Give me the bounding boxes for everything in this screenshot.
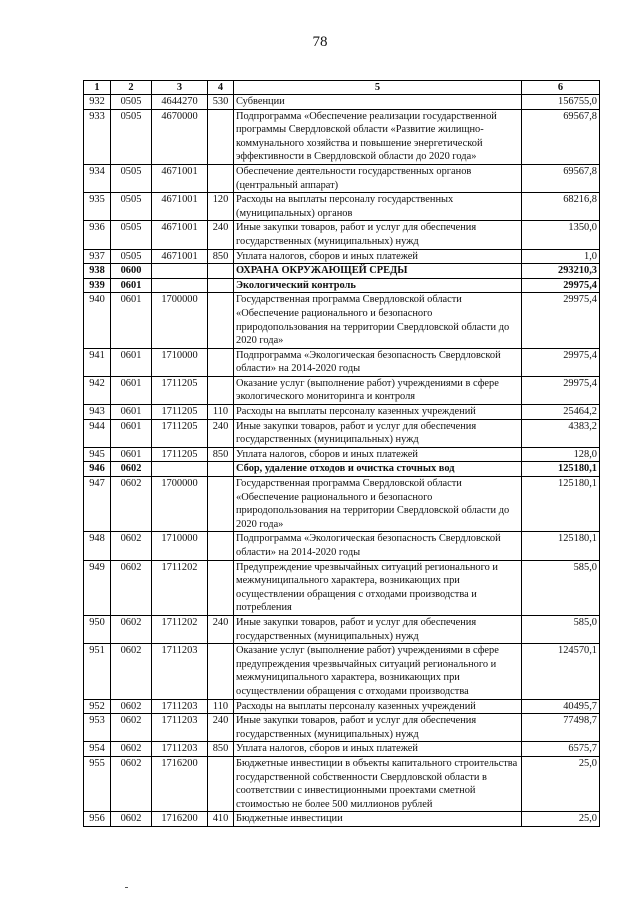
item-name: Уплата налогов, сборов и иных платежей	[234, 742, 522, 757]
target-code: 1711205	[152, 447, 208, 462]
table-row	[84, 376, 600, 404]
amount: 125180,1	[522, 532, 600, 560]
row-number: 950	[84, 615, 111, 643]
target-code	[152, 462, 208, 477]
amount: 6575,7	[522, 742, 600, 757]
target-code: 4671001	[152, 249, 208, 264]
header-col-5: 5	[234, 81, 522, 95]
row-number: 955	[84, 756, 111, 811]
item-name: Иные закупки товаров, работ и услуг для обеспечения государственных (муниципальных) нужд	[234, 714, 522, 742]
item-name: Подпрограмма «Обеспечение реализации государственной программы Свердловской области «Развитие жилищно-коммунального хозяйства и повышение энергетической эффективности в Свердловской области до 2020 года»	[234, 109, 522, 164]
row-number: 935	[84, 193, 111, 221]
table-row	[84, 812, 600, 827]
section-code: 0602	[111, 699, 152, 714]
item-name: Экологический контроль	[234, 278, 522, 293]
section-code: 0602	[111, 644, 152, 699]
row-number: 945	[84, 447, 111, 462]
target-code: 1716200	[152, 756, 208, 811]
amount: 293210,3	[522, 264, 600, 279]
target-code: 1711203	[152, 644, 208, 699]
item-name: Субвенции	[234, 95, 522, 110]
row-number: 942	[84, 376, 111, 404]
row-number: 938	[84, 264, 111, 279]
row-number: 944	[84, 419, 111, 447]
expense-type: 240	[208, 419, 234, 447]
table-row	[84, 560, 600, 615]
amount: 1,0	[522, 249, 600, 264]
table-row	[84, 405, 600, 420]
target-code: 4671001	[152, 221, 208, 249]
target-code: 1700000	[152, 293, 208, 348]
expense-type	[208, 532, 234, 560]
item-name: Расходы на выплаты персоналу казенных учреждений	[234, 405, 522, 420]
table-row	[84, 714, 600, 742]
amount: 128,0	[522, 447, 600, 462]
section-code: 0602	[111, 742, 152, 757]
header-col-3: 3	[152, 81, 208, 95]
table-row	[84, 193, 600, 221]
expense-type	[208, 462, 234, 477]
expense-type	[208, 264, 234, 279]
header-col-4: 4	[208, 81, 234, 95]
amount: 29975,4	[522, 376, 600, 404]
target-code: 1711205	[152, 376, 208, 404]
row-number: 953	[84, 714, 111, 742]
row-number: 948	[84, 532, 111, 560]
target-code: 1700000	[152, 477, 208, 532]
item-name: Оказание услуг (выполнение работ) учреждениями в сфере экологического мониторинга и контроля	[234, 376, 522, 404]
row-number: 946	[84, 462, 111, 477]
item-name: Уплата налогов, сборов и иных платежей	[234, 447, 522, 462]
row-number: 943	[84, 405, 111, 420]
item-name: Государственная программа Свердловской области «Обеспечение рационального и безопасного природопользования на территории Свердловской области до 2020 года»	[234, 477, 522, 532]
row-number: 936	[84, 221, 111, 249]
amount: 69567,8	[522, 164, 600, 192]
section-code: 0600	[111, 264, 152, 279]
amount: 29975,4	[522, 278, 600, 293]
item-name: Расходы на выплаты персоналу казенных учреждений	[234, 699, 522, 714]
target-code	[152, 264, 208, 279]
amount: 25,0	[522, 756, 600, 811]
amount: 1350,0	[522, 221, 600, 249]
target-code: 1710000	[152, 532, 208, 560]
target-code: 4644270	[152, 95, 208, 110]
amount: 77498,7	[522, 714, 600, 742]
section-code: 0602	[111, 462, 152, 477]
item-name: Иные закупки товаров, работ и услуг для обеспечения государственных (муниципальных) нужд	[234, 615, 522, 643]
section-code: 0602	[111, 477, 152, 532]
item-name: Оказание услуг (выполнение работ) учреждениями в сфере предупреждения чрезвычайных ситуаций регионального и межмуниципального характера, возникающих при осуществлении обращения с отходами производства	[234, 644, 522, 699]
table-header-row	[84, 81, 600, 95]
section-code: 0601	[111, 405, 152, 420]
expense-type: 120	[208, 193, 234, 221]
expense-type: 530	[208, 95, 234, 110]
section-code: 0601	[111, 348, 152, 376]
table-row	[84, 348, 600, 376]
expense-type: 410	[208, 812, 234, 827]
expense-type: 110	[208, 405, 234, 420]
row-number: 952	[84, 699, 111, 714]
amount: 68216,8	[522, 193, 600, 221]
amount: 4383,2	[522, 419, 600, 447]
budget-table	[83, 80, 600, 827]
target-code: 1711203	[152, 742, 208, 757]
table-row	[84, 756, 600, 811]
row-number: 956	[84, 812, 111, 827]
expense-type: 110	[208, 699, 234, 714]
target-code: 4670000	[152, 109, 208, 164]
amount: 25464,2	[522, 405, 600, 420]
expense-type: 240	[208, 615, 234, 643]
table-row	[84, 264, 600, 279]
section-code: 0602	[111, 812, 152, 827]
target-code: 1711203	[152, 714, 208, 742]
table-row	[84, 293, 600, 348]
table-row	[84, 109, 600, 164]
target-code: 1716200	[152, 812, 208, 827]
table-row	[84, 742, 600, 757]
amount: 585,0	[522, 615, 600, 643]
header-col-1: 1	[84, 81, 111, 95]
section-code: 0505	[111, 249, 152, 264]
expense-type	[208, 278, 234, 293]
item-name: Предупреждение чрезвычайных ситуаций регионального и межмуниципального характера, возникающих при осуществлении обращения с отходами производства и потребления	[234, 560, 522, 615]
section-code: 0505	[111, 193, 152, 221]
item-name: ОХРАНА ОКРУЖАЮЩЕЙ СРЕДЫ	[234, 264, 522, 279]
expense-type	[208, 293, 234, 348]
item-name: Расходы на выплаты персоналу государственных (муниципальных) органов	[234, 193, 522, 221]
expense-type	[208, 756, 234, 811]
expense-type	[208, 477, 234, 532]
item-name: Подпрограмма «Экологическая безопасность Свердловской области» на 2014-2020 годы	[234, 532, 522, 560]
item-name: Иные закупки товаров, работ и услуг для обеспечения государственных (муниципальных) нужд	[234, 221, 522, 249]
table-row	[84, 644, 600, 699]
section-code: 0602	[111, 560, 152, 615]
table-row	[84, 447, 600, 462]
row-number: 939	[84, 278, 111, 293]
amount: 40495,7	[522, 699, 600, 714]
item-name: Бюджетные инвестиции в объекты капитального строительства государственной собственности Свердловской области в соответствии с инвестиционными проектами сметной стоимостью не более 500 миллионов рублей	[234, 756, 522, 811]
item-name: Уплата налогов, сборов и иных платежей	[234, 249, 522, 264]
amount: 124570,1	[522, 644, 600, 699]
table-row	[84, 477, 600, 532]
section-code: 0505	[111, 109, 152, 164]
row-number: 949	[84, 560, 111, 615]
item-name: Иные закупки товаров, работ и услуг для обеспечения государственных (муниципальных) нужд	[234, 419, 522, 447]
item-name: Сбор, удаление отходов и очистка сточных вод	[234, 462, 522, 477]
target-code	[152, 278, 208, 293]
table-row	[84, 699, 600, 714]
target-code: 4671001	[152, 164, 208, 192]
row-number: 933	[84, 109, 111, 164]
table-row	[84, 164, 600, 192]
section-code: 0602	[111, 615, 152, 643]
amount: 156755,0	[522, 95, 600, 110]
target-code: 1710000	[152, 348, 208, 376]
target-code: 1711203	[152, 699, 208, 714]
expense-type	[208, 560, 234, 615]
table-row	[84, 278, 600, 293]
row-number: 932	[84, 95, 111, 110]
expense-type: 240	[208, 714, 234, 742]
target-code: 4671001	[152, 193, 208, 221]
section-code: 0601	[111, 376, 152, 404]
table-row	[84, 95, 600, 110]
target-code: 1711202	[152, 560, 208, 615]
expense-type: 240	[208, 221, 234, 249]
item-name: Обеспечение деятельности государственных органов (центральный аппарат)	[234, 164, 522, 192]
target-code: 1711205	[152, 405, 208, 420]
expense-type	[208, 644, 234, 699]
row-number: 934	[84, 164, 111, 192]
table-row	[84, 532, 600, 560]
table-row	[84, 462, 600, 477]
row-number: 954	[84, 742, 111, 757]
item-name: Подпрограмма «Экологическая безопасность Свердловской области» на 2014-2020 годы	[234, 348, 522, 376]
item-name: Бюджетные инвестиции	[234, 812, 522, 827]
expense-type: 850	[208, 447, 234, 462]
section-code: 0601	[111, 278, 152, 293]
row-number: 951	[84, 644, 111, 699]
target-code: 1711202	[152, 615, 208, 643]
table-row	[84, 221, 600, 249]
section-code: 0505	[111, 95, 152, 110]
amount: 29975,4	[522, 348, 600, 376]
section-code: 0505	[111, 221, 152, 249]
section-code: 0601	[111, 293, 152, 348]
amount: 585,0	[522, 560, 600, 615]
expense-type: 850	[208, 742, 234, 757]
amount: 25,0	[522, 812, 600, 827]
section-code: 0601	[111, 447, 152, 462]
item-name: Государственная программа Свердловской области «Обеспечение рационального и безопасного природопользования на территории Свердловской области до 2020 года»	[234, 293, 522, 348]
amount: 125180,1	[522, 462, 600, 477]
row-number: 937	[84, 249, 111, 264]
section-code: 0602	[111, 714, 152, 742]
expense-type	[208, 109, 234, 164]
section-code: 0601	[111, 419, 152, 447]
row-number: 947	[84, 477, 111, 532]
amount: 69567,8	[522, 109, 600, 164]
row-number: 940	[84, 293, 111, 348]
table-body	[84, 95, 600, 827]
section-code: 0505	[111, 164, 152, 192]
table-row	[84, 419, 600, 447]
section-code: 0602	[111, 532, 152, 560]
expense-type	[208, 164, 234, 192]
expense-type: 850	[208, 249, 234, 264]
target-code: 1711205	[152, 419, 208, 447]
header-col-6: 6	[522, 81, 600, 95]
table-row	[84, 615, 600, 643]
scan-speck	[125, 887, 128, 888]
header-col-2: 2	[111, 81, 152, 95]
row-number: 941	[84, 348, 111, 376]
section-code: 0602	[111, 756, 152, 811]
table-row	[84, 249, 600, 264]
amount: 125180,1	[522, 477, 600, 532]
expense-type	[208, 348, 234, 376]
page-number: 78	[312, 34, 328, 50]
amount: 29975,4	[522, 293, 600, 348]
expense-type	[208, 376, 234, 404]
